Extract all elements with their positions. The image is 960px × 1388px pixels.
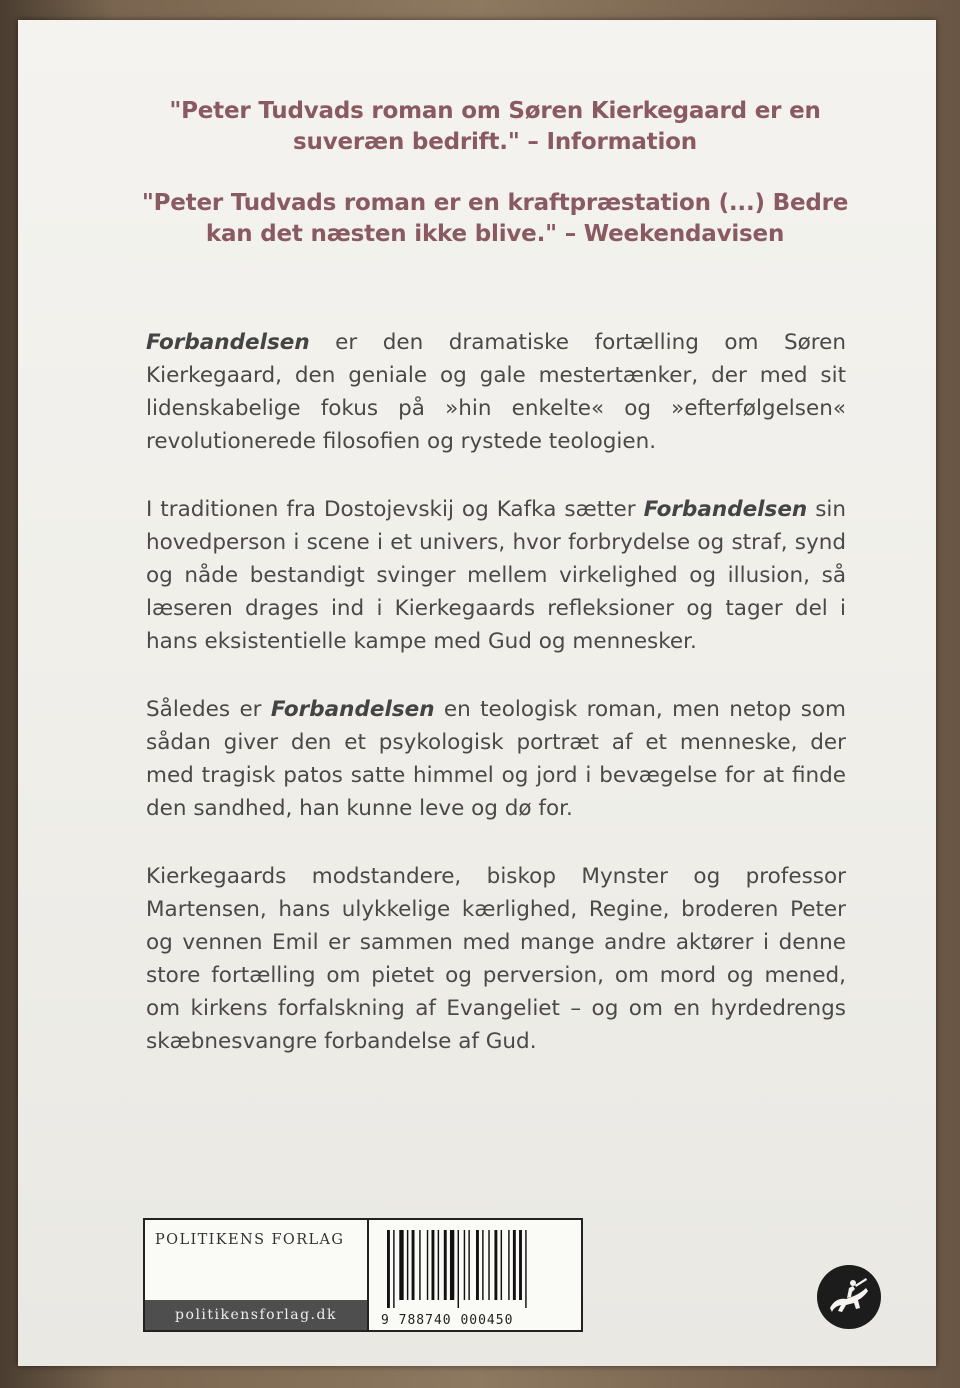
paragraph-text: Således er [146,697,271,722]
barcode-icon [381,1230,567,1308]
barcode-bar [519,1230,522,1300]
review-quote-information: "Peter Tudvads roman om Søren Kierkegaard er en suveræn bedrift." – Information [169,98,821,155]
publisher-barcode-box [143,1218,583,1332]
barcode-bar [525,1230,526,1308]
publisher-url: politikensforlag.dk [145,1300,367,1330]
publisher-name: POLITIKENS FORLAG [155,1232,345,1248]
barcode-bar [464,1230,465,1300]
blurb-paragraph-3 [146,693,846,825]
publisher-panel [145,1220,369,1330]
barcode-bar [476,1230,479,1300]
barcode-bar [450,1230,454,1300]
barcode-bar [419,1230,420,1300]
barcode-bar [393,1230,394,1308]
blurb-paragraph-1 [146,326,846,458]
paragraph-text: en teologisk roman, men netop som sådan giver den et psykologisk portræt af et menneske, der med tragisk patos satte himmel og jord i bevægelse for at finde den sandhed, han kunne leve og dø for. [146,697,846,821]
review-quote-weekendavisen: "Peter Tudvads roman er en kraftpræstation (...) Bedre kan det næsten ikke blive." – Weekendavisen [141,190,849,247]
barcode-bar [513,1230,516,1300]
paragraph-text: er den dramatiske fortælling om Søren Kierkegaard, den geniale og gale mestertænker, der med sit lidenskabelige fokus på »hin enkelte« og »efterfølgelsen« revolutionerede filosofien og rystede teologien. [146,330,846,454]
barcode-bar [494,1230,497,1300]
isbn-barcode [381,1230,567,1328]
barcode-bar [458,1230,459,1308]
barcode-bar [427,1230,428,1300]
barcode-bar [432,1230,435,1300]
barcode-bar [399,1230,403,1300]
book-title: Forbandelsen [643,497,808,522]
book-title: Forbandelsen [146,330,310,355]
paragraph-text: sin hovedperson i scene i et univers, hvor forbrydelse og straf, synd og nåde bestandigt svinger mellem virkelighed og illusion, så læseren drages ind i Kierkegaards refleksioner og tager del i hans eksistentielle kampe med Gud og mennesker. [146,497,847,654]
isbn-number: 9 788740 000450 [381,1313,514,1328]
barcode-bar [444,1230,447,1300]
blurb-text [146,326,846,1093]
review-quotes [130,96,860,280]
blurb-paragraph-4: Kierkegaards modstandere, biskop Mynster og professor Martensen, hans ulykkelige kærlighed, Regine, broderen Peter og vennen Emil er sammen med mange andre aktører i denne store fortælling om pietet og perversion, om mord og mened, om kirkens forfalskning af Evangeliet – og om en hyrdedrengs skæbnesvangre forbandelse af Gud. [146,864,846,1054]
barcode-bar [488,1230,489,1300]
barcode-bar [482,1230,483,1300]
barcode-bar [412,1230,415,1300]
book-title: Forbandelsen [270,697,435,722]
barcode-bar [387,1230,390,1308]
barcode-bar [468,1230,469,1300]
barcode-bar [407,1230,408,1300]
barcode-bar [508,1230,509,1300]
rider-on-horse-logo-icon [816,1264,882,1330]
barcode-bar [501,1230,502,1300]
blurb-paragraph-2 [146,493,846,658]
barcode-bar [438,1230,439,1300]
paragraph-text: I traditionen fra Dostojevskij og Kafka sætter [146,497,644,522]
